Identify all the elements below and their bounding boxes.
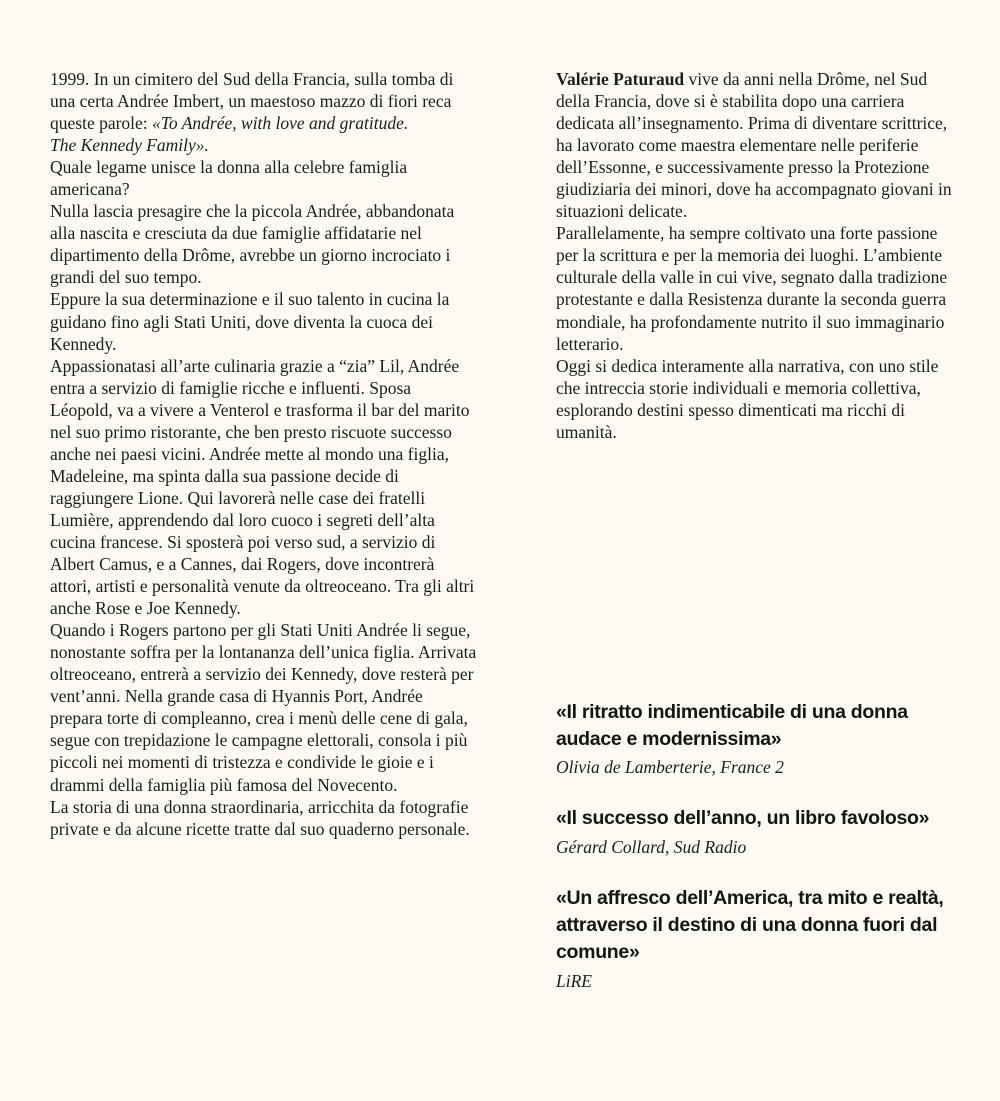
synopsis-paragraph-talent: Eppure la sua determinazione e il suo talento in cucina la guidano fino agli Stati Uniti, dove diventa la cuoca dei Kennedy.	[50, 289, 450, 354]
dedication-quote-line1: «To Andrée, with love and gratitude.	[152, 113, 409, 134]
author-bio-paragraph-1	[556, 68, 964, 222]
synopsis-paragraph-kennedy: Quando i Rogers partono per gli Stati Uniti Andrée li segue, nonostante soffra per la lontananza dell’unica figlia. Arrivata oltreoceano, entrerà a servizio dei Kennedy, dove resterà per vent’anni. Nella grande casa di Hyannis Port, Andrée prepara torte di compleanno, crea i menù delle cene di gala, segue con trepidazione le campagne elettorali, consola i più piccoli nei momenti di tristezza e condivide le gioie e i drammi della famiglia più famosa del Novecento.	[50, 620, 477, 795]
dedication-quote-line2: The Kennedy Family».	[50, 135, 209, 156]
author-column	[556, 68, 964, 1019]
press-quote	[556, 805, 964, 857]
author-name: Valérie Paturaud	[556, 69, 685, 89]
press-quote	[556, 885, 964, 992]
press-quote-attribution: LiRE	[556, 970, 592, 991]
press-quote-text: «Il successo dell’anno, un libro favoloso»	[556, 807, 930, 830]
synopsis-column	[50, 68, 478, 840]
synopsis-closing-note: La storia di una donna straordinaria, arricchita da fotografie private e da alcune ricette tratte dal suo quaderno personale.	[50, 796, 470, 839]
synopsis-paragraph-opening	[50, 68, 478, 156]
synopsis-paragraph-question: Quale legame unisce la donna alla celebre famiglia americana?	[50, 157, 408, 200]
synopsis-opening-text: 1999. In un cimitero del Sud della Francia, sulla tomba di una certa Andrée Imbert, un maestoso mazzo di fiori reca queste parole:	[50, 69, 454, 134]
synopsis-paragraph-career: Appassionatasi all’arte culinaria grazie a “zia” Lil, Andrée entra a servizio di famiglie ricche e influenti. Sposa Léopold, va a vivere a Venterol e trasforma il bar del marito nel suo primo ristorante, che ben presto riscuote successo anche nei paesi vicini. Andrée mette al mondo una figlia, Madeleine, ma spinta dalla sua passione decide di raggiungere Lione. Qui lavorerà nelle case dei fratelli Lumière, apprendendo dal loro cuoco i segreti dell’alta cucina francese. Si sposterà poi verso sud, a servizio di Albert Camus, e a Cannes, dai Rogers, dove incontrerà attori, artisti e personalità venute da oltreoceano. Tra gli altri anche Rose e Joe Kennedy.	[50, 355, 475, 619]
author-bio-paragraph-2: Parallelamente, ha sempre coltivato una forte passione per la scrittura e per la memoria dei luoghi. L’ambiente culturale della valle in cui vive, segnato dalla tradizione protestante e dalla Resistenza durante la seconda guerra mondiale, ha profondamente nutrito il suo immaginario letterario.	[556, 223, 948, 354]
press-quote-attribution: Gérard Collard, Sud Radio	[556, 836, 747, 857]
press-quote-attribution: Olivia de Lamberterie, France 2	[556, 757, 784, 778]
synopsis-paragraph-origins: Nulla lascia presagire che la piccola Andrée, abbandonata alla nascita e cresciuta da due famiglie affidatarie nel dipartimento della Drôme, avrebbe un giorno incrociato i grandi del suo tempo.	[50, 201, 455, 288]
author-bio-paragraph-3: Oggi si dedica interamente alla narrativa, con uno stile che intreccia storie individuali e memoria collettiva, esplorando destini spesso dimenticati ma ricchi di umanità.	[556, 355, 939, 442]
press-quote-text: «Il ritratto indimenticabile di una donna audace e modernissima»	[556, 700, 908, 751]
press-quotes-section	[556, 699, 964, 992]
author-bio-text-1: vive da anni nella Drôme, nel Sud della Francia, dove si è stabilita dopo una carriera dedicata all’insegnamento. Prima di diventare scrittrice, ha lavorato come maestra elementare nelle periferie dell’Essonne, e successivamente presso la Protezione giudiziaria dei minori, dove ha accompagnato giovani in situazioni delicate.	[556, 69, 952, 222]
press-quote-text: «Un affresco dell’America, tra mito e realtà, attraverso il destino di una donna fuori dal comune»	[556, 886, 944, 964]
press-quote	[556, 699, 964, 779]
